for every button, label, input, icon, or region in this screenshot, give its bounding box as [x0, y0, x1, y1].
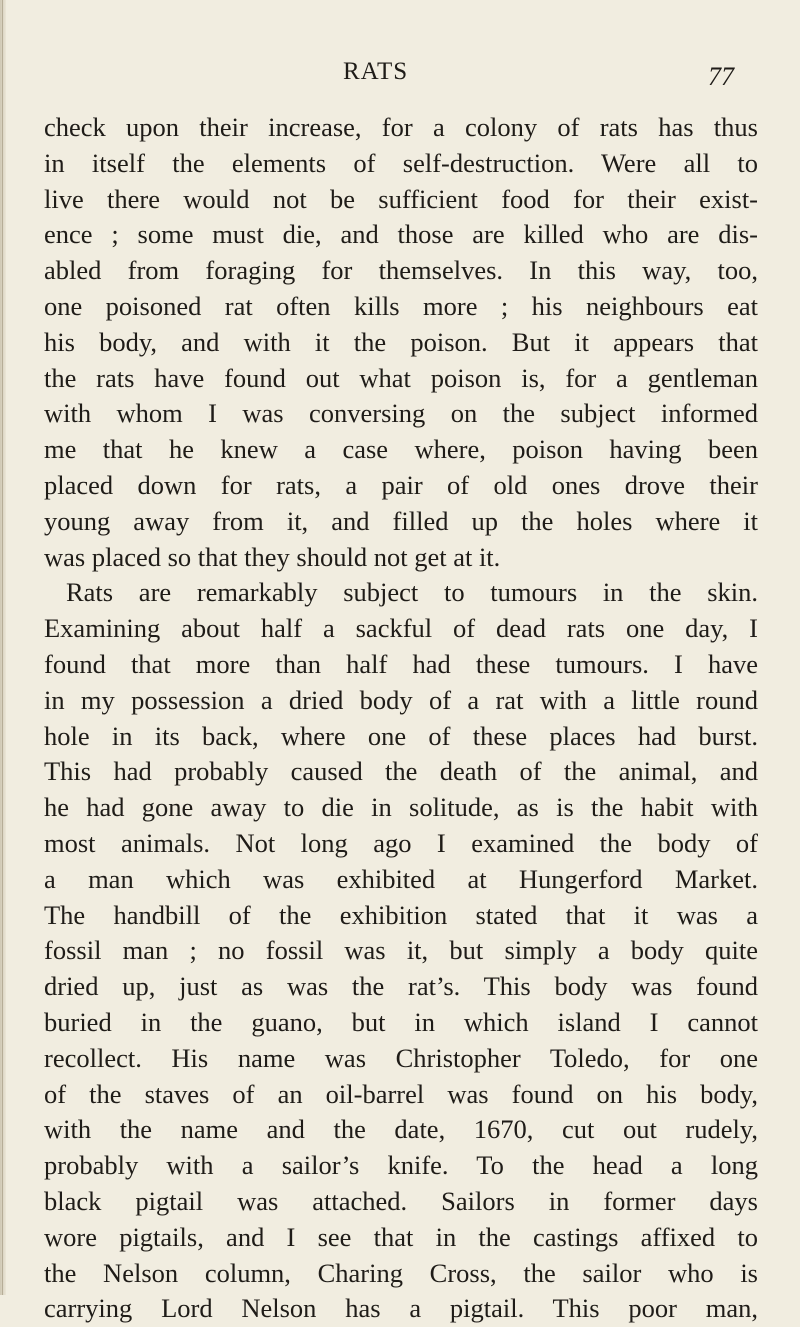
running-head: RATS: [343, 58, 409, 85]
text-line: check upon their increase, for a colony of rats has thus: [44, 112, 758, 142]
text-line: the Nelson column, Charing Cross, the sailor who is: [44, 1257, 758, 1288]
text-line: placed down for rats, a pair of old ones drove their: [44, 469, 758, 500]
text-line: most animals. Not long ago I examined the body of: [44, 827, 758, 858]
text-line: recollect. His name was Christopher Toledo, for one: [44, 1042, 758, 1073]
text-line-paragraph-start: Rats are remarkably subject to tumours in the skin.: [66, 577, 758, 608]
text-line: with whom I was conversing on the subject informed: [44, 398, 758, 429]
text-line: of the staves of an oil-barrel was found on his body,: [44, 1078, 758, 1109]
text-line: probably with a sailor’s knife. To the head a long: [44, 1150, 758, 1181]
text-line: he had gone away to die in solitude, as is the habit with: [44, 792, 758, 823]
text-line: with the name and the date, 1670, cut out rudely,: [44, 1114, 758, 1145]
text-line: one poisoned rat often kills more ; his neighbours eat: [44, 290, 758, 321]
text-line: live there would not be sufficient food for their exist-: [44, 183, 758, 214]
text-line: a man which was exhibited at Hungerford Market.: [44, 863, 758, 894]
text-line: wore pigtails, and I see that in the castings affixed to: [44, 1221, 758, 1252]
text-line: young away from it, and filled up the holes where it: [44, 505, 758, 536]
text-line: the rats have found out what poison is, for a gentleman: [44, 362, 758, 393]
text-line: The handbill of the exhibition stated that it was a: [44, 899, 758, 930]
text-line: his body, and with it the poison. But it appears that: [44, 326, 758, 357]
text-line: buried in the guano, but in which island I cannot: [44, 1006, 758, 1037]
page-binding-edge: [0, 0, 6, 1295]
page-header: [0, 52, 800, 92]
body-text: [44, 110, 758, 1327]
text-line: ence ; some must die, and those are killed who are dis-: [44, 219, 758, 250]
text-line: in itself the elements of self-destruction. Were all to: [44, 147, 758, 178]
text-line: was placed so that they should not get at it.: [44, 541, 501, 572]
text-line: abled from foraging for themselves. In this way, too,: [44, 255, 758, 286]
text-line: fossil man ; no fossil was it, but simply a body quite: [44, 935, 758, 966]
page-number: 77: [708, 62, 734, 91]
text-line: black pigtail was attached. Sailors in former days: [44, 1185, 758, 1216]
text-line: me that he knew a case where, poison having been: [44, 434, 758, 465]
text-line: carrying Lord Nelson has a pigtail. This poor man,: [44, 1293, 758, 1324]
page-binding-line: [2, 0, 3, 1295]
text-line: found that more than half had these tumours. I have: [44, 648, 758, 679]
text-line: dried up, just as was the rat’s. This body was found: [44, 971, 758, 1002]
text-line: in my possession a dried body of a rat with a little round: [44, 684, 758, 715]
text-line: This had probably caused the death of the animal, and: [44, 756, 758, 787]
text-line: Examining about half a sackful of dead rats one day, I: [44, 613, 758, 644]
text-line: hole in its back, where one of these places had burst.: [44, 720, 758, 751]
